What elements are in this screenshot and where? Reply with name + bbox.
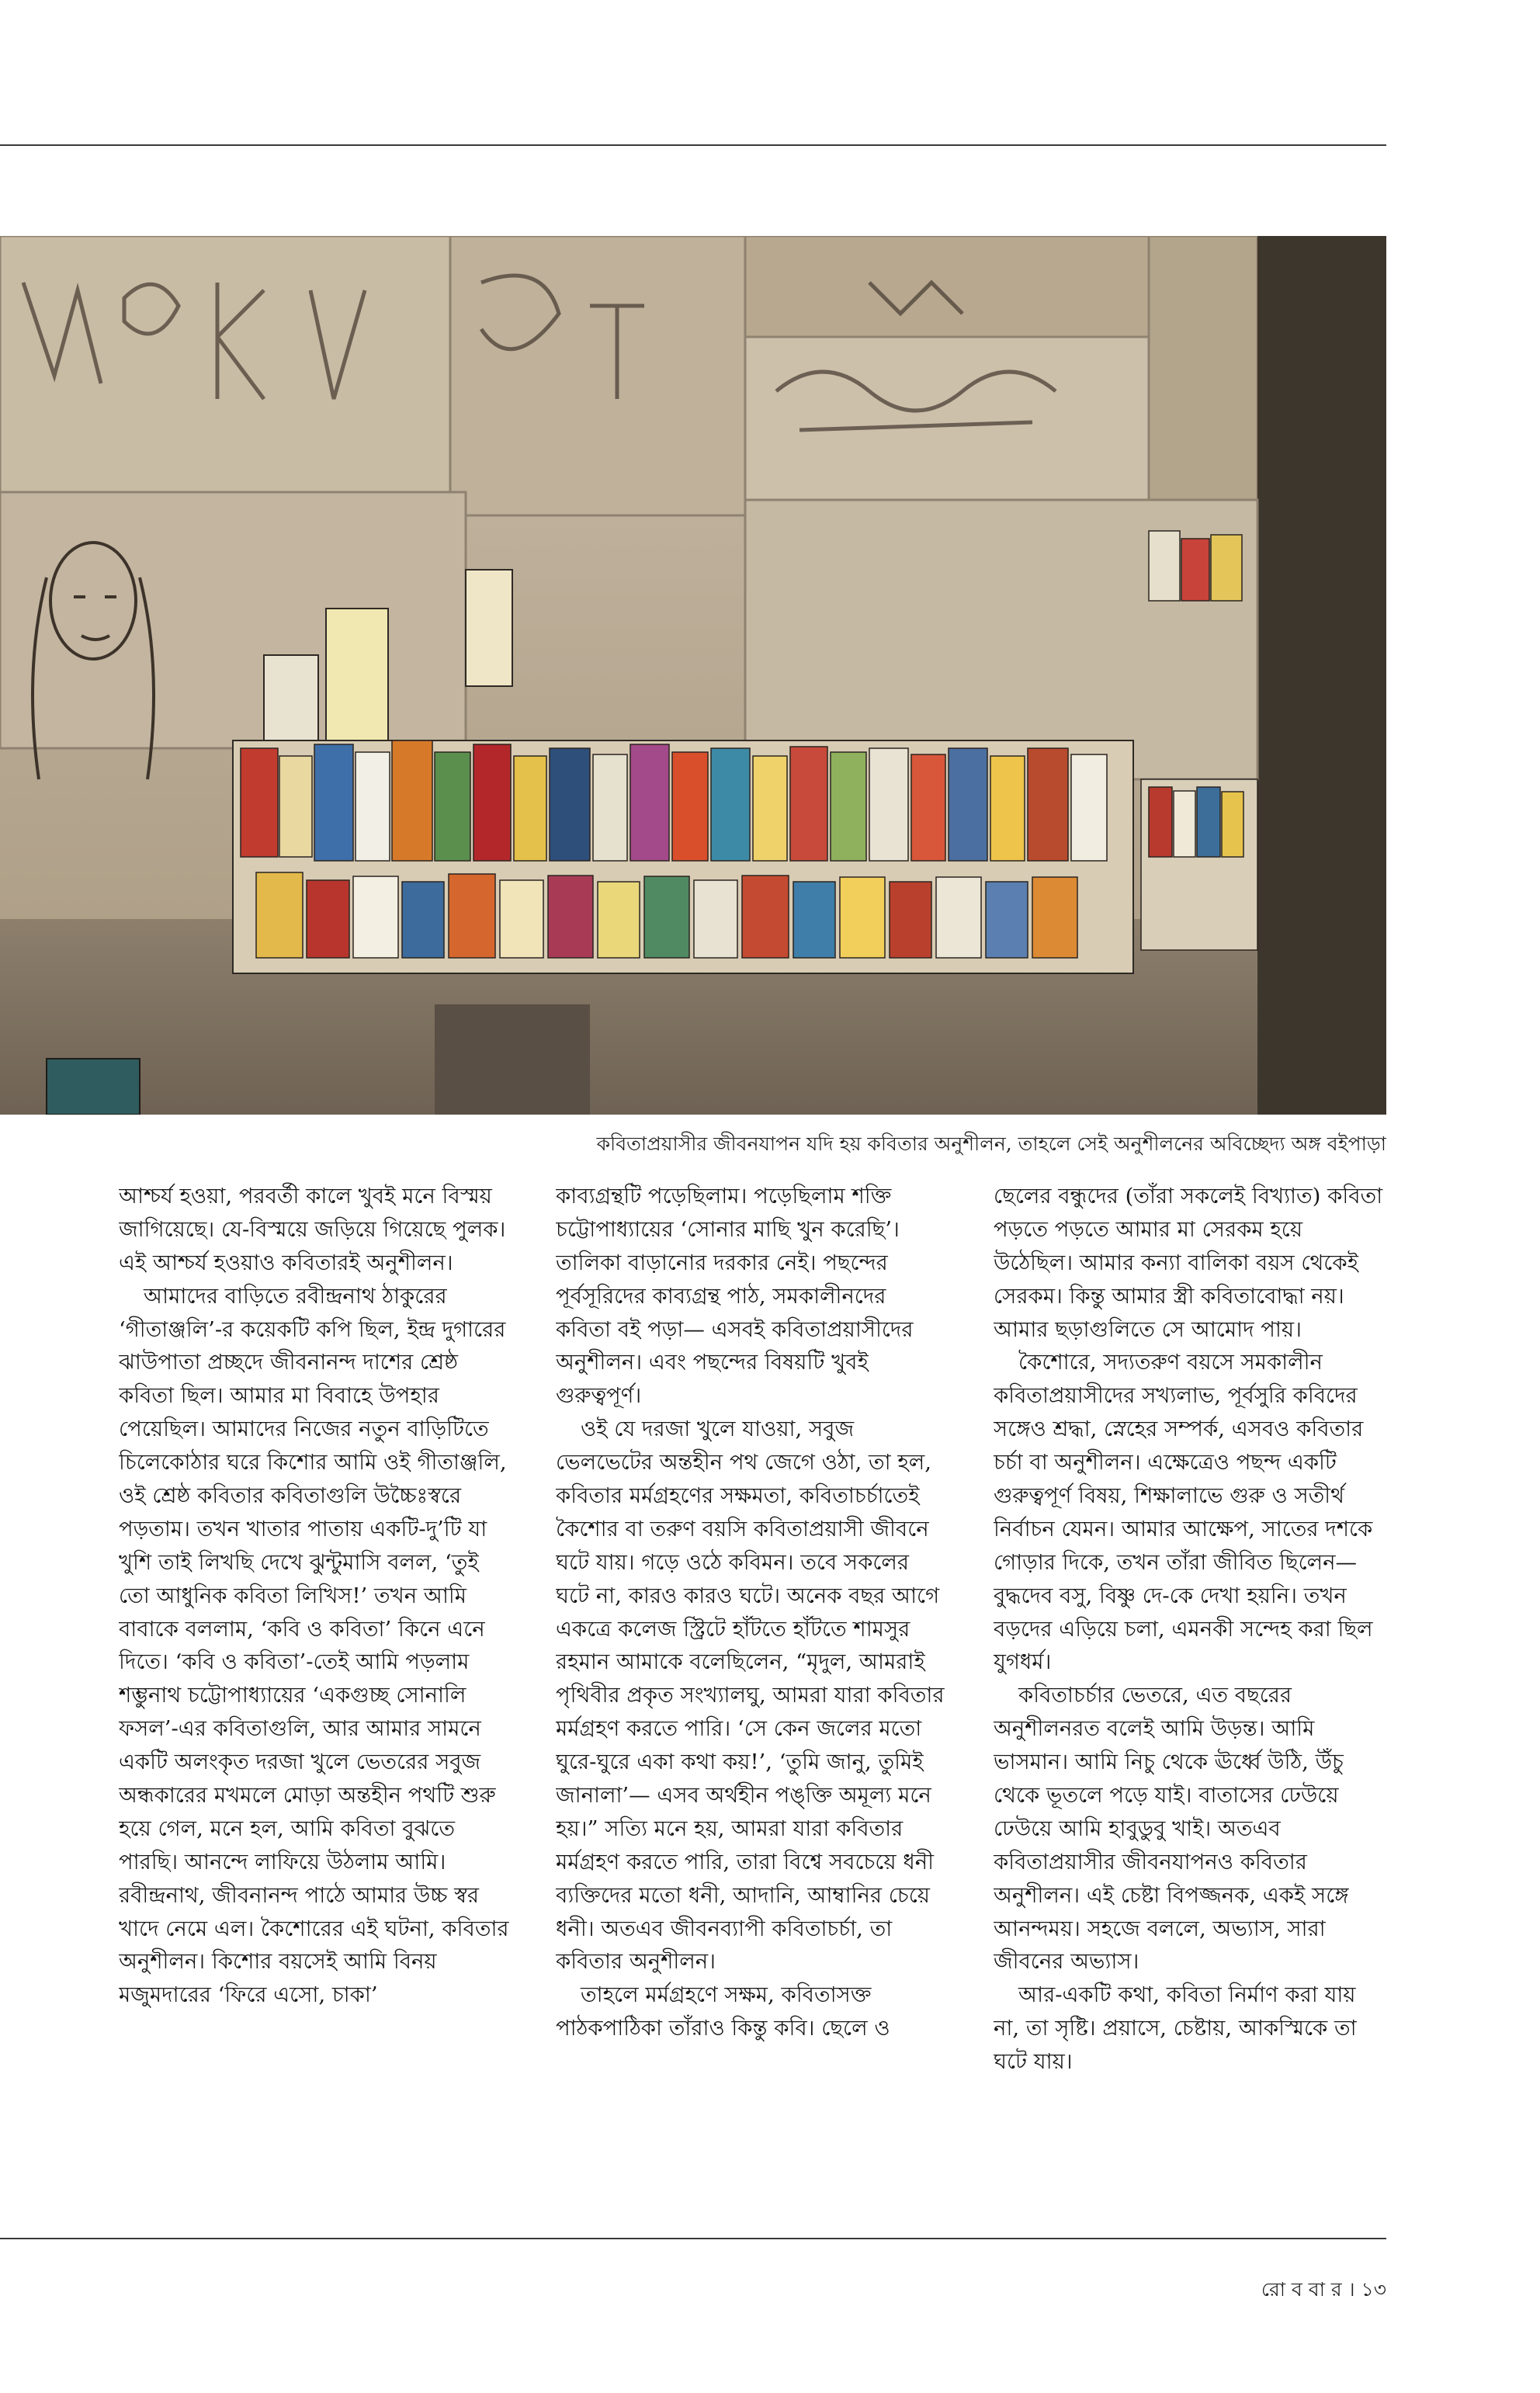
bottom-rule (0, 2238, 1386, 2239)
paragraph: আশ্চর্য হওয়া, পরবর্তী কালে খুবই মনে বিস্ময় জাগিয়েছে। যে-বিস্ময়ে জড়িয়ে গিয়েছে পুলক। এই আশ্চর্য হওয়াও কবিতারই অনুশীলন। (119, 1184, 506, 1275)
paragraph: তাহলে মর্মগ্রহণে সক্ষম, কবিতাসক্ত পাঠকপাঠিকা তাঁরাও কিন্তু কবি। ছেলে ও (556, 1982, 890, 2041)
paragraph: কবিতাচর্চার ভেতরে, এত বছরের অনুশীলনরত বলেই আমি উড়ন্ত। আমি ভাসমান। আমি নিচু থেকে ঊর্ধ্বে উঠি, উঁচু থেকে ভূতলে পড়ে যাই। বাতাসের ঢেউয়ে ঢেউয়ে আমি হাবুডুবু খাই। অতএব কবিতাপ্রয়াসীর জীবনযাপনও কবিতার অনুশীলন। এই চেষ্টা বিপজ্জনক, একই সঙ্গে আনন্দময়। সহজে বললে, অভ্যাস, সারা জীবনের অভ্যাস। (994, 1683, 1349, 1975)
paragraph: ওই যে দরজা খুলে যাওয়া, সবুজ ভেলভেটের অন্তহীন পথ জেগে ওঠা, তা হল, কবিতার মর্মগ্রহণের সক্ষমতা, কবিতাচর্চাতেই কৈশোর বা তরুণ বয়সি কবিতাপ্রয়াসী জীবনে ঘটে যায়। গড়ে ওঠে কবিমন। তবে সকলের ঘটে না, কারও কারও ঘটে। অনেক বছর আগে একত্রে কলেজ স্ট্রিটে হাঁটতে হাঁটতে শামসুর রহমান আমাকে বলেছিলেন, “মৃদুল, আমরাই পৃথিবীর প্রকৃত সংখ্যালঘু, আমরা যারা কবিতার মর্মগ্রহণ করতে পারি। ‘সে কেন জলের মতো ঘুরে-ঘুরে একা কথা কয়!’, ‘তুমি জানু, তুমিই জানালা’— এসব অর্থহীন পঙ্‌ক্তি অমূল্য মনে হয়।” সত্যি মনে হয়, আমরা যারা কবিতার মর্মগ্রহণ করতে পারি, তারা বিশ্বে সবচেয়ে ধনী ব্যক্তিদের মতো ধনী, আদানি, আম্বানির চেয়ে ধনী। অতএব জীবনব্যাপী কবিতাচর্চা, তা কবিতার অনুশীলন। (556, 1417, 945, 1975)
paragraph: কৈশোরে, সদ্যতরুণ বয়সে সমকালীন কবিতাপ্রয়াসীদের সখ্যলাভ, পূর্বসুরি কবিদের সঙ্গেও শ্রদ্ধা, স্নেহের সম্পর্ক, এসবও কবিতার চর্চা বা অনুশীলন। এক্ষেত্রেও পছন্দ একটি গুরুত্বপূর্ণ বিষয়, শিক্ষালাভে গুরু ও সতীর্থ নির্বাচন যেমন। আমার আক্ষেপ, সাতের দশকে গোড়ার দিকে, তখন তাঁরা জীবিত ছিলেন— বুদ্ধদেব বসু, বিষ্ণু দে-কে দেখা হয়নি। তখন বড়দের এড়িয়ে চলা, এমনকী সন্দেহ করা ছিল যুগধর্ম। (994, 1350, 1373, 1675)
paragraph: কাব্যগ্রন্থটি পড়েছিলাম। পড়েছিলাম শক্তি চট্টোপাধ্যায়ের ‘সোনার মাছি খুন করেছি’। তালিকা বাড়ানোর দরকার নেই। পছন্দের পূর্বসূরিদের কাব্যগ্রন্থ পাঠ, সমকালীনদের কবিতা বই পড়া— এসবই কবিতাপ্রয়াসীদের অনুশীলন। এবং পছন্দের বিষয়টি খুবই গুরুত্বপূর্ণ। (556, 1184, 914, 1409)
page-footer (1261, 2274, 1386, 2308)
footer-separator: । (1348, 2278, 1355, 2301)
paragraph: আর-একটি কথা, কবিতা নির্মাণ করা যায় না, তা সৃষ্টি। প্রয়াসে, চেষ্টায়, আকস্মিকে তা ঘটে যায়। (994, 1982, 1357, 2075)
photo-illustration (0, 236, 1386, 1115)
article-column-2 (556, 1180, 948, 2220)
magazine-name: রো ব বা র (1261, 2278, 1342, 2301)
top-rule (0, 144, 1386, 146)
bookstall-photo (0, 236, 1386, 1115)
paragraph: আমাদের বাড়িতে রবীন্দ্রনাথ ঠাকুরের ‘গীতাঞ্জলি’-র কয়েকটি কপি ছিল, ইন্দ্র দুগারের ঝাউপাতা প্রচ্ছদে জীবনানন্দ দাশের শ্রেষ্ঠ কবিতা ছিল। আমার মা বিবাহে উপহার পেয়েছিল। আমাদের নিজের নতুন বাড়িটিতে চিলেকোঠার ঘরে কিশোর আমি ওই গীতাঞ্জলি, ওই শ্রেষ্ঠ কবিতার কবিতাগুলি উচ্চৈঃস্বরে পড়তাম। তখন খাতার পাতায় একটি-দু’টি যা খুশি তাই লিখছি দেখে ঝুন্টুমাসি বলল, ‘তুই তো আধুনিক কবিতা লিখিস!’ তখন আমি বাবাকে বললাম, ‘কবি ও কবিতা’ কিনে এনে দিতে। ‘কবি ও কবিতা’-তেই আমি পড়লাম শম্ভুনাথ চট্টোপাধ্যায়ের ‘একগুচ্ছ সোনালি ফসল’-এর কবিতাগুলি, আর আমার সামনে একটি অলংকৃত দরজা খুলে ভেতরের সবুজ অন্ধকারের মখমলে মোড়া অন্তহীন পথটি শুরু হয়ে গেল, মনে হল, আমি কবিতা বুঝতে পারছি। আনন্দে লাফিয়ে উঠলাম আমি। রবীন্দ্রনাথ, জীবনানন্দ পাঠে আমার উচ্চ স্বর খাদে নেমে এল। কৈশোরের এই ঘটনা, কবিতার অনুশীলন। কিশোর বয়সেই আমি বিনয় মজুমদারের ‘ফিরে এসো, চাকা’ (119, 1283, 509, 2008)
page-number: ১৩ (1361, 2278, 1386, 2301)
paragraph: ছেলের বন্ধুদের (তাঁরা সকলেই বিখ্যাত) কবিতা পড়তে পড়তে আমার মা সেরকম হয়ে উঠেছিল। আমার কন্যা বালিকা বয়স থেকেই সেরকম। কিন্তু আমার স্ত্রী কবিতাবোদ্ধা নয়। আমার ছড়াগুলিতে সে আমোদ পায়। (994, 1184, 1383, 1342)
article-column-3 (994, 1180, 1386, 2220)
article-column-1 (119, 1180, 511, 2220)
photo-caption: কবিতাপ্রয়াসীর জীবনযাপন যদি হয় কবিতার অনুশীলন, তাহলে সেই অনুশীলনের অবিচ্ছেদ্য অঙ্গ বইপাড়া (596, 1132, 1386, 1155)
